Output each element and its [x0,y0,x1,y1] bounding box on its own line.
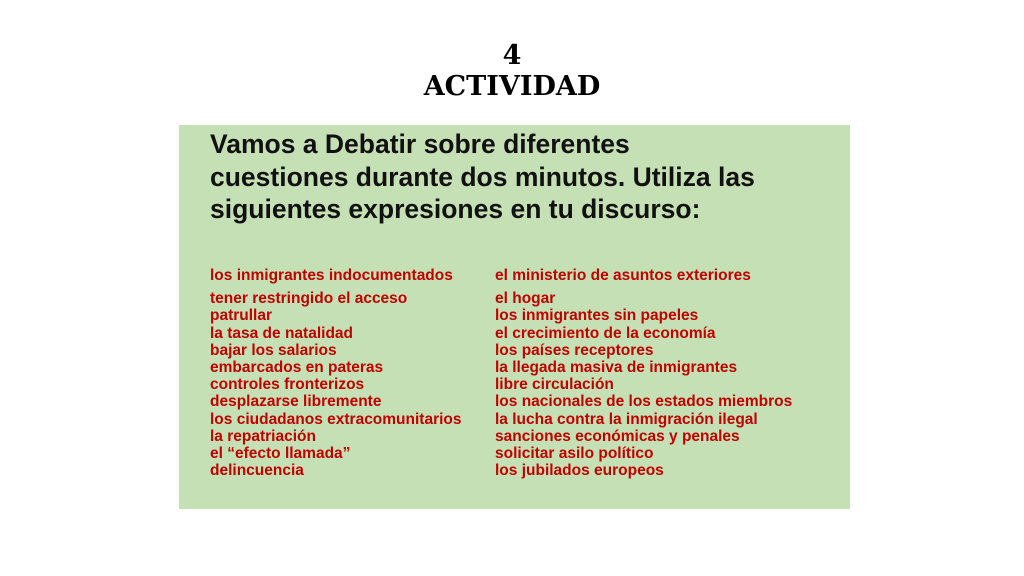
intro-text [210,128,840,226]
activity-heading: ACTIVIDAD [423,71,601,102]
expression-item: patrullar [210,307,273,325]
expression-item: los países receptores [495,341,654,359]
expression-item: desplazarse libremente [210,393,382,411]
expression-item: la repatriación [210,427,316,445]
expression-item: controles fronterizos [210,376,365,394]
expression-item: el hogar [495,290,556,308]
expression-item: tener restringido el acceso [210,290,408,308]
expression-item: la tasa de natalidad [210,324,353,342]
expression-item: los ciudadanos extracomunitarios [210,410,462,428]
expressions-left-column [210,267,462,479]
expression-item: solicitar asilo político [495,445,654,463]
expressions-right-column [495,267,792,479]
slide-title [0,40,1024,102]
expression-item: la lucha contra la inmigración ilegal [495,410,758,428]
expression-item: los inmigrantes indocumentados [210,267,453,284]
intro-line-1: Vamos a Debatir sobre diferentes [210,129,630,159]
expression-item: los jubilados europeos [495,462,664,480]
expression-item: bajar los salarios [210,341,337,359]
expression-item: sanciones económicas y penales [495,427,740,445]
intro-line-2: cuestiones durante dos minutos. Utiliza las [210,161,755,192]
expression-item: los inmigrantes sin papeles [495,307,699,325]
expression-item: libre circulación [495,376,614,394]
expression-item: los nacionales de los estados miembros [495,393,793,411]
intro-line-3: siguientes expresiones en tu discurso: [210,194,701,224]
expression-item: embarcados en pateras [210,359,384,377]
expression-item: el ministerio de asuntos exteriores [495,267,751,284]
expression-item: el “efecto llamada” [210,445,351,463]
expression-item: el crecimiento de la economía [495,324,716,342]
expression-item: delincuencia [210,462,304,480]
expression-item: la llegada masiva de inmigrantes [495,359,738,377]
activity-number: 4 [502,40,522,71]
